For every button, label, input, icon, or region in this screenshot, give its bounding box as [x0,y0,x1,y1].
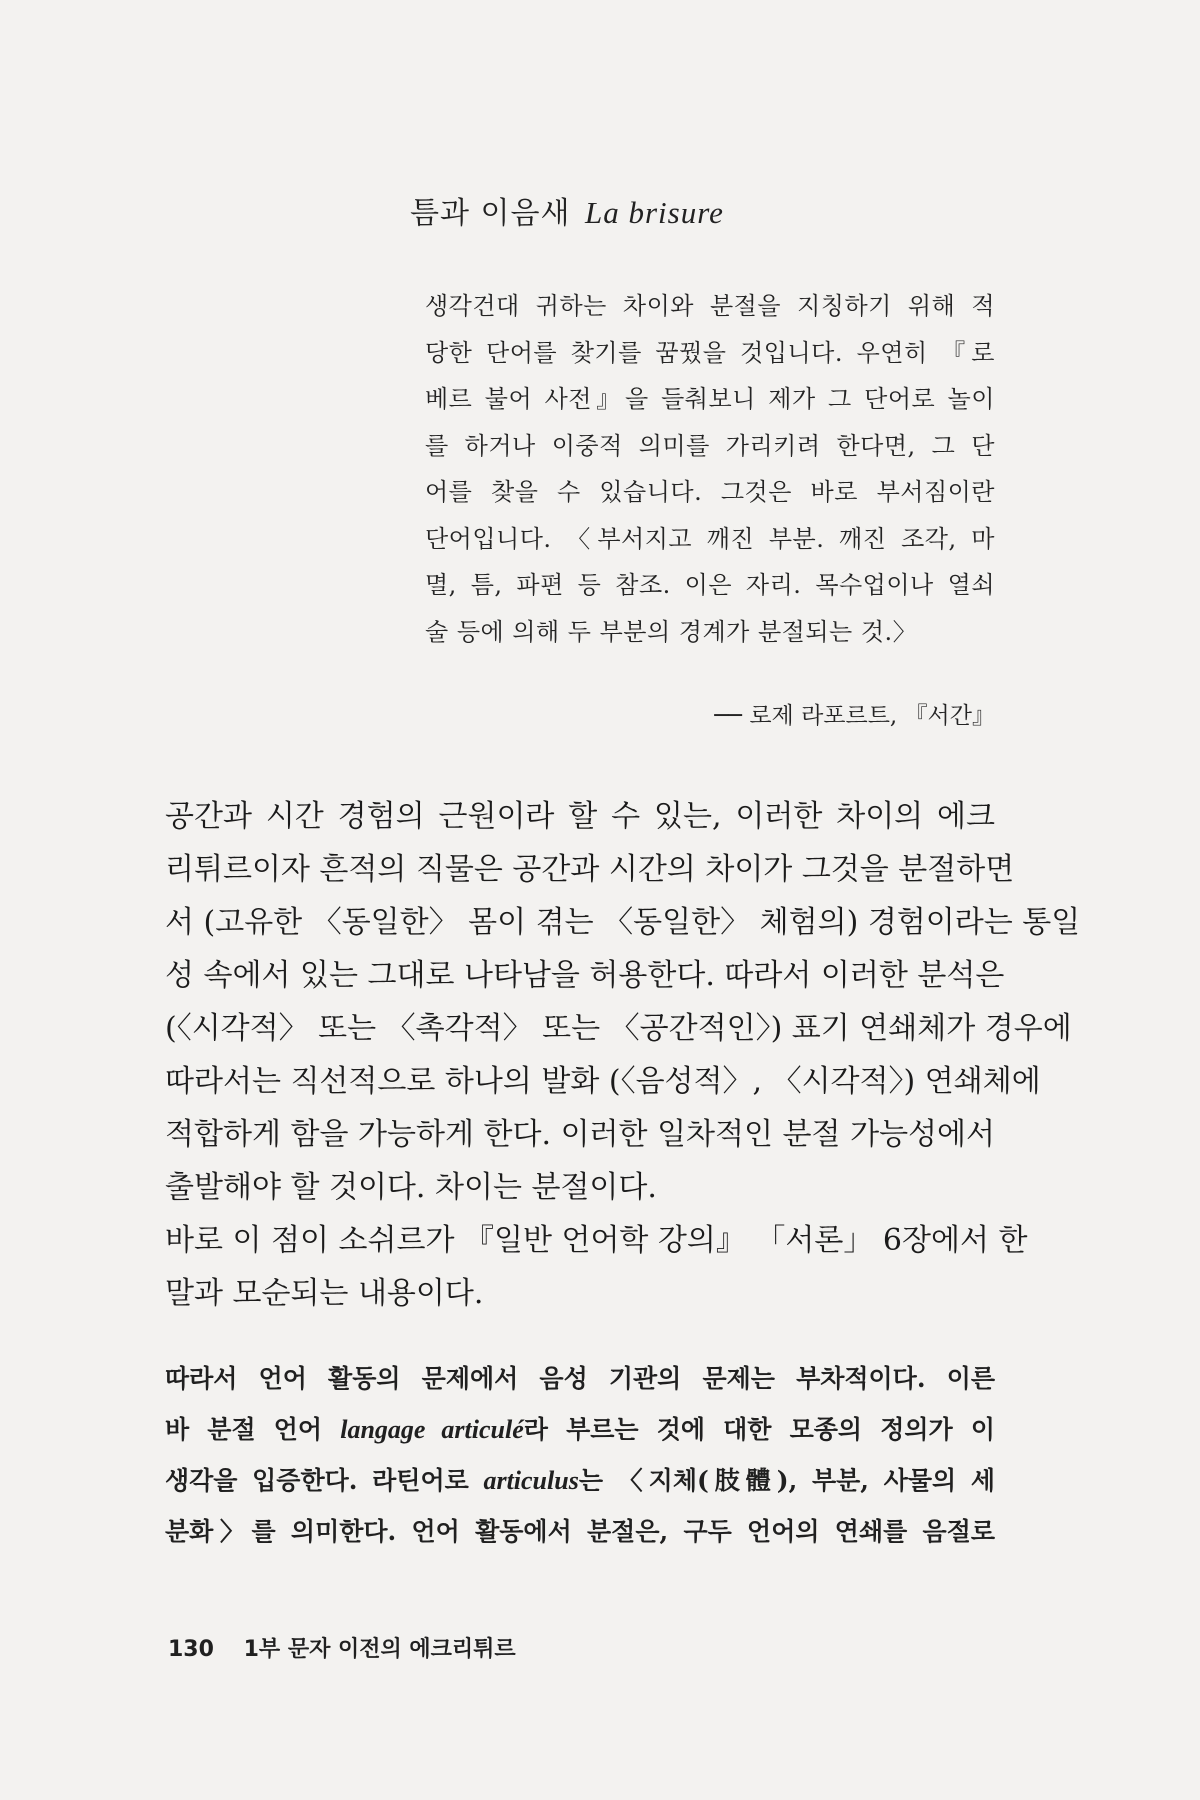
quote-line: 따라서 언어 활동의 문제에서 음성 기관의 문제는 부차적이다. 이른 [165,1364,995,1393]
body-line: 성 속에서 있는 그대로 나타남을 허용한다. 따라서 이러한 분석은 [165,958,1005,993]
page-number: 130 [168,1637,214,1662]
section-title-latin: La brisure [584,195,724,230]
body-line: 따라서는 직선적으로 하나의 발화 (〈음성적〉, 〈시각적〉) 연쇄체에 [165,1064,1041,1099]
quote-text: 바 분절 언어 [165,1415,341,1444]
epigraph-line: 베르 불어 사전』을 들춰보니 제가 그 단어로 놀이 [425,385,995,413]
body-line: (〈시각적〉 또는 〈촉각적〉 또는 〈공간적인〉) 표기 연쇄체가 경우에 [165,1011,1072,1046]
block-quote [165,1353,995,1557]
body-line: 바로 이 점이 소쉬르가 『일반 언어학 강의』 「서론」 6장에서 한 [165,1223,1028,1258]
quote-line [165,1404,995,1455]
body-line: 출발해야 할 것이다. 차이는 분절이다. [165,1170,657,1205]
quote-text: 생각을 입증한다. 라틴어로 [165,1466,484,1495]
body-line: 리튀르이자 흔적의 직물은 공간과 시간의 차이가 그것을 분절하면 [165,852,1015,887]
body-line: 적합하게 함을 가능하게 한다. 이러한 일차적인 분절 가능성에서 [165,1117,995,1152]
epigraph-line: 생각건대 귀하는 차이와 분절을 지칭하기 위해 적 [425,292,995,320]
running-head: 1부 문자 이전의 에크리튀르 [243,1637,516,1662]
body-paragraph [165,790,1081,1320]
epigraph-attribution: ── 로제 라포르트, 『서간』 [714,703,995,729]
epigraph-line: 술 등에 의해 두 부분의 경계가 분절되는 것.〉 [425,617,918,646]
epigraph-line: 를 하거나 이중적 의미를 가리키려 한다면, 그 단 [425,431,995,460]
epigraph-line: 멸, 틈, 파편 등 참조. 이은 자리. 목수업이나 열쇠 [425,571,995,599]
epigraph-line: 단어입니다. 〈부서지고 깨진 부분. 깨진 조각, 마 [425,524,995,553]
section-title-korean: 틈과 이음새 [410,196,571,231]
quote-text: 라 부르는 것에 대한 모종의 정의가 이 [523,1415,995,1444]
quote-italic-term: articulus [483,1466,579,1495]
section-title [410,188,724,232]
body-line: 말과 모순되는 내용이다. [165,1276,484,1311]
epigraph-line: 어를 찾을 수 있습니다. 그것은 바로 부서짐이란 [425,478,995,506]
epigraph-line: 당한 단어를 찾기를 꿈꿨을 것입니다. 우연히 『로 [425,338,995,367]
quote-line [165,1455,995,1506]
body-line: 서 (고유한 〈동일한〉 몸이 겪는 〈동일한〉 체험의) 경험이라는 통일 [165,905,1081,940]
epigraph [425,283,995,655]
quote-line: 분화〉를 의미한다. 언어 활동에서 분절은, 구두 언어의 연쇄를 음절로 [165,1517,995,1546]
quote-text: 는 〈지체(肢體), 부분, 사물의 세 [578,1466,996,1495]
page-footer [168,1632,516,1663]
quote-italic-term: langage articulé [340,1415,524,1444]
body-line: 공간과 시간 경험의 근원이라 할 수 있는, 이러한 차이의 에크 [165,799,995,834]
